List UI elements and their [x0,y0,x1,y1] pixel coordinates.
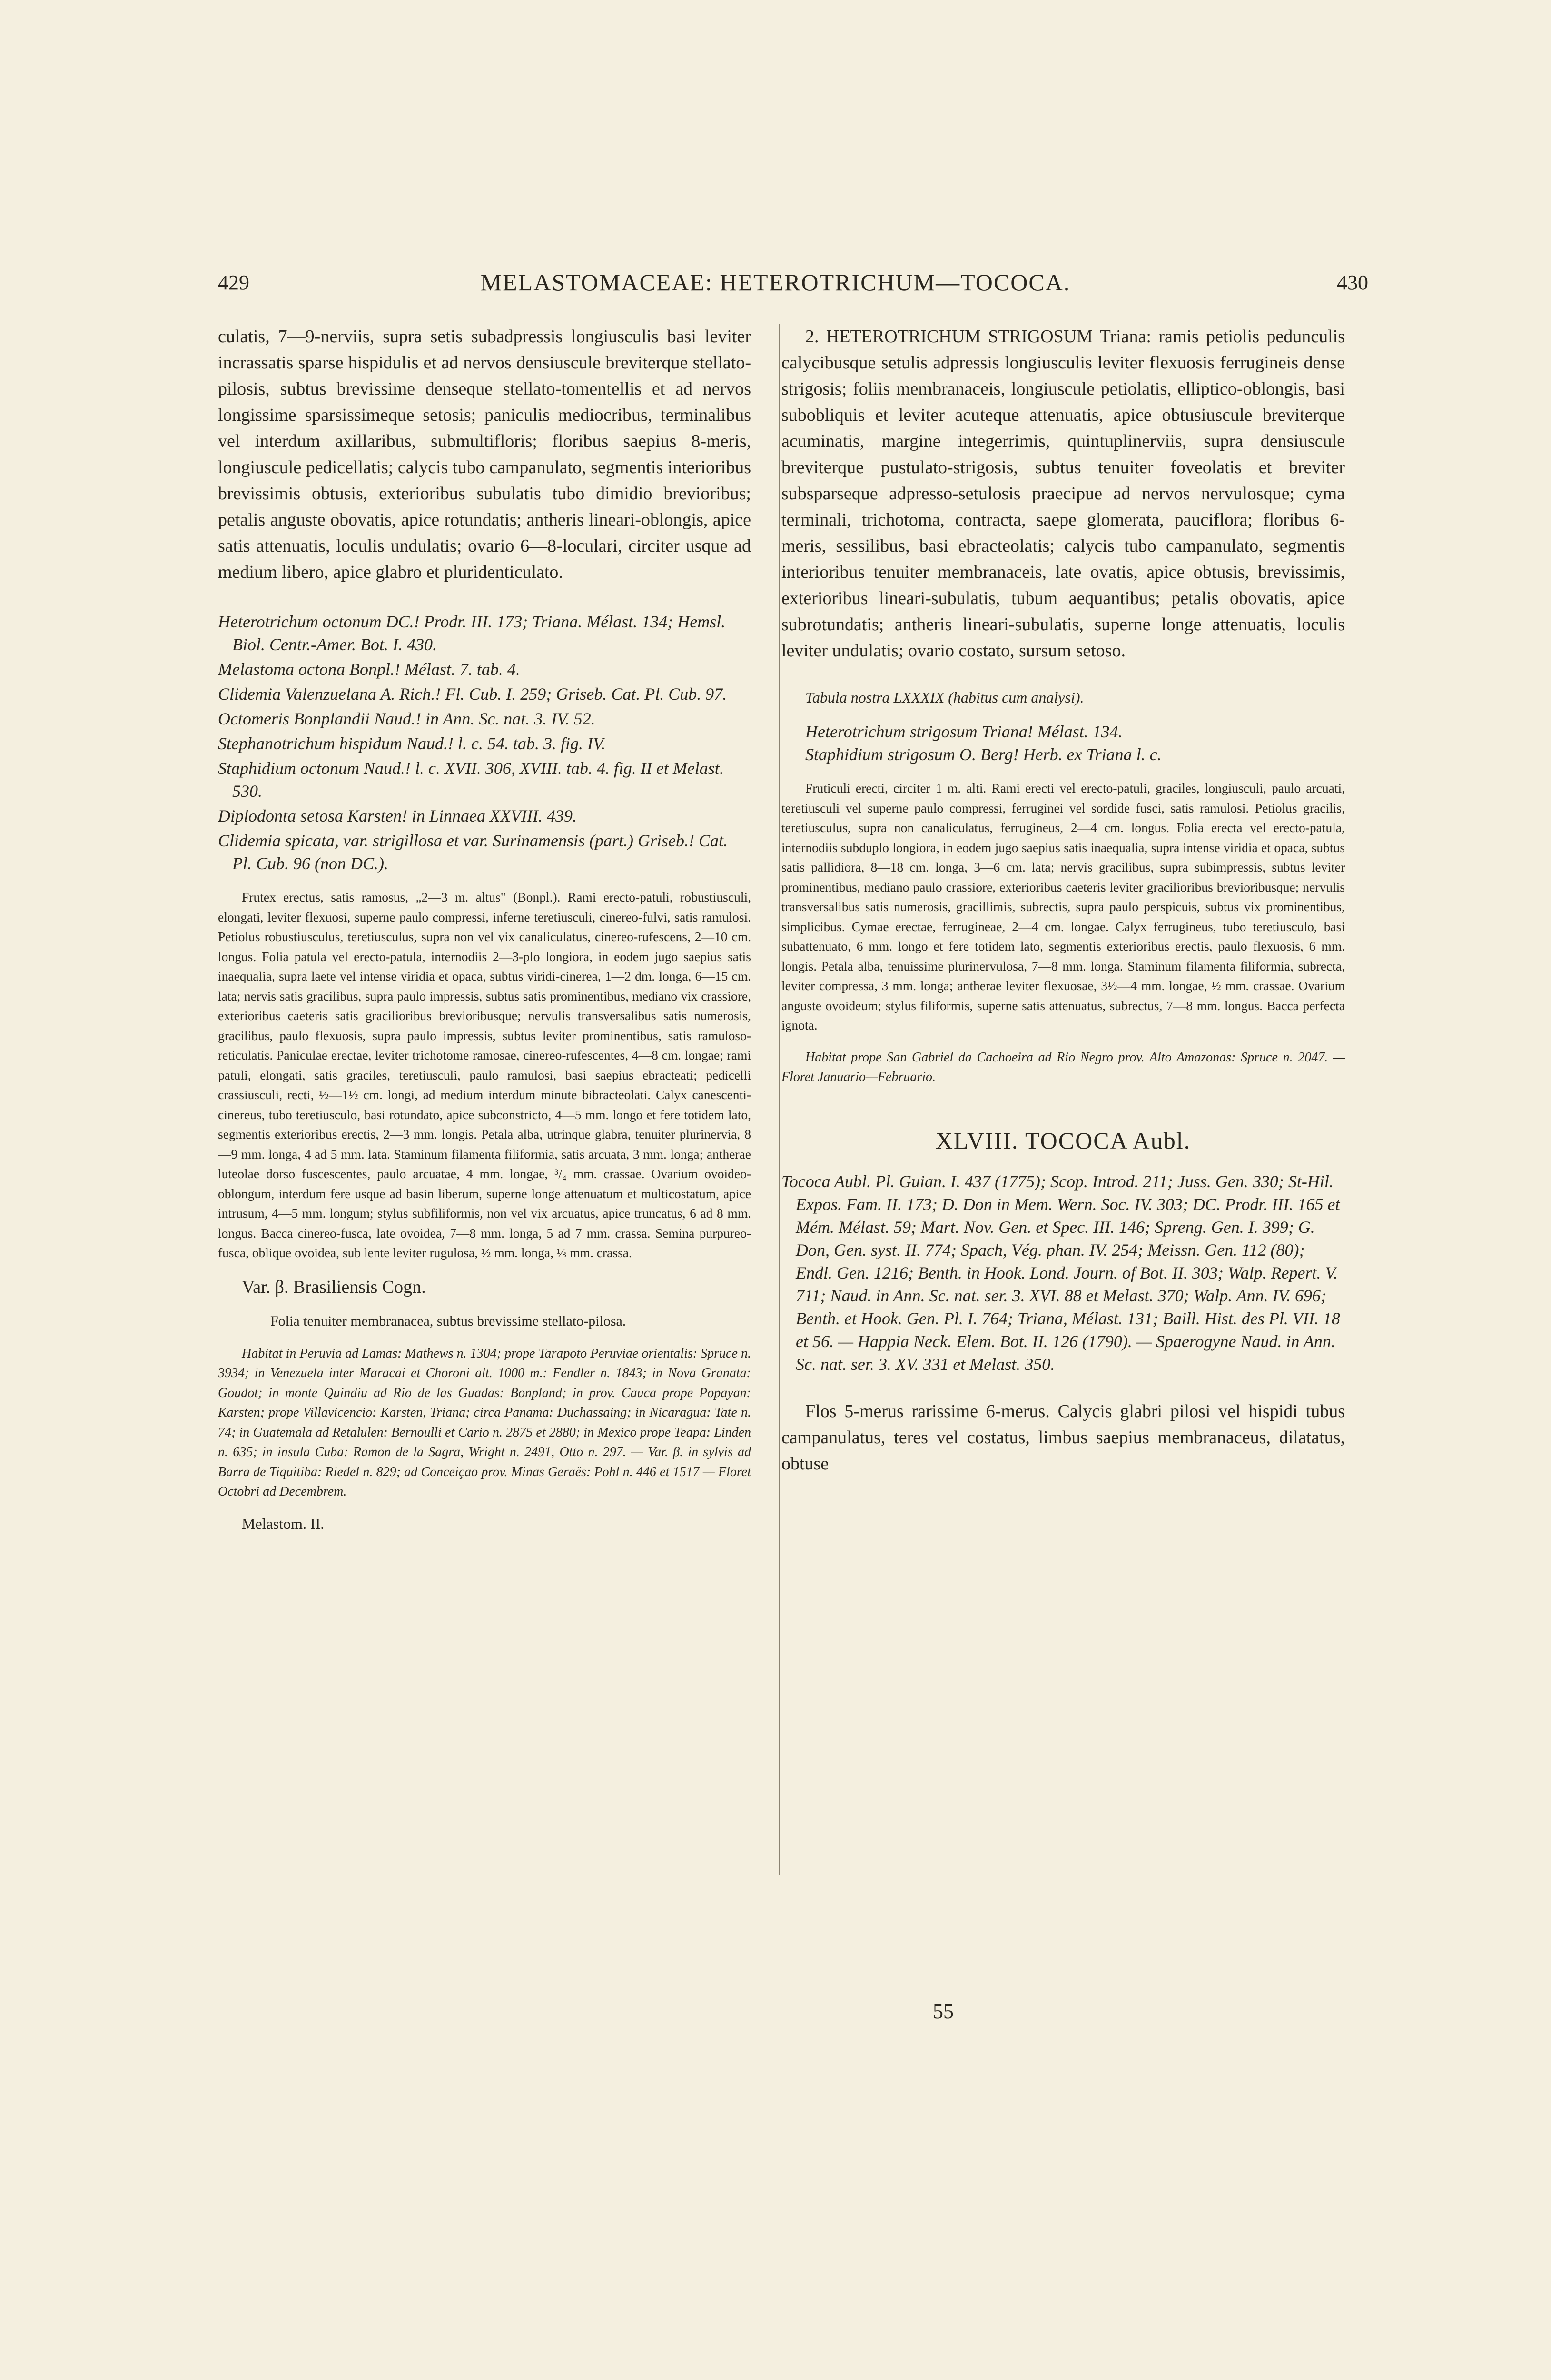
signature-mark: Melastom. II. [242,1515,325,1532]
synonym-entry: Octomeris Bonplandii Naud.! in Ann. Sc. nat. 3. IV. 52. [218,709,595,728]
synonym-entry: Clidemia spicata, var. strigillosa et var. Surinamensis (part.) Griseb.! Cat. Pl. Cub. 96 (non DC.). [218,831,728,873]
synonym-entry: Staphidium octonum Naud.! l. c. XVII. 306, XVIII. tab. 4. fig. II et Melast. 530. [218,759,724,801]
synonym-entry: Melastoma octona Bonpl.! Mélast. 7. tab. 4. [218,660,520,679]
synonym-entry: Heterotrichum strigosum Triana! Mélast. 134. [805,722,1123,741]
variety-heading: Var. β. Brasiliensis Cogn. [242,1277,426,1297]
synonym-entry: Diplodonta setosa Karsten! in Linnaea XXVIII. 439. [218,806,577,825]
left-column [218,324,751,2018]
plate-reference: Tabula nostra LXXXIX (habitus cum analysi). [805,689,1084,706]
page-number-left: 429 [218,271,249,294]
habitat-paragraph: Habitat prope San Gabriel da Cachoeira ad Rio Negro prov. Alto Amazonas: Spruce n. 2047. — Floret Januario—Februario. [781,1050,1345,1084]
synonym-entry: Heterotrichum octonum DC.! Prodr. III. 173; Triana. Mélast. 134; Hemsl. Biol. Centr.-Amer. Bot. I. 430. [218,612,726,654]
genus-description: Flos 5-merus rarissime 6-merus. Calycis glabri pilosi vel hispidi tubus campanulatus, teres vel costatus, limbus saepius membranaceus, dilatatus, obtuse [781,1401,1345,1474]
synonym-entry: Stephanotrichum hispidum Naud.! l. c. 54. tab. 3. fig. IV. [218,734,606,753]
species-diagnosis [781,324,1345,664]
species-description: Fruticuli erecti, circiter 1 m. alti. Rami erecti vel erecto-patuli, graciles, longiusculi, paulo arcuati, teretiusculi vel superne paulo compressi, ferruginei vel sordide fusci, satis ramulosi. Petiolus gracilis, teretiusculus, supra non canaliculatus, ferrugineus, 2—4 cm. longus. Folia erecta vel erecto-patula, internodiis subduplo longiora, in eodem jugo saepius satis inaequalia, supra intense viridia et opaca, subtus satis pallidiora, 8—18 cm. longa, 3—6 cm. lata; nervis gracilibus, supra subimpressis, subtus leviter prominentibus, mediano paulo crassiore, exterioribus caeteris leviter gracilioribus brevioribusque; nervulis transversalibus satis numerosis, gracillimis, subrectis, supra paulo perspicuis, subtus vix prominentibus, simplicibus. Cymae erectae, ferrugineae, 2—4 cm. longae. Calyx ferrugineus, tubo teretiusculo, basi subattenuato, 6 mm. longo et fere totidem lato, segmentis exterioribus erectis, paulo flexuosis, 6 mm. longis. Petala alba, tenuissime plurinervulosa, 7—8 mm. longa. Staminum filamenta filiformia, subrecta, leviter compressa, 3 mm. longa; antherae leviter flexuosae, 3½—4 mm. longae, ½ mm. crassae. Ovarium anguste ovoideum; stylus filiformis, superne satis attenuatus, subrectus, 7—8 mm. longus. Bacca perfecta ignota. [781,781,1345,1032]
species-heading: 2. HETEROTRICHUM STRIGOSUM Triana: [805,327,1151,347]
right-column [781,324,1345,2018]
genus-title: XLVIII. TOCOCA Aubl. [935,1127,1191,1154]
species-diagnosis-continued: culatis, 7—9-nerviis, supra setis subadpressis longiusculis basi leviter incrassatis sparse hispidulis et ad nervos densiuscule breviterque stellato-pilosis, subtus brevissime denseque stellato-tomentellis et ad nervos longissime sparsissimeque setosis; paniculis mediocribus, terminalibus vel interdum axillaribus, submultifloris; floribus saepius 8-meris, longiuscule pedicellatis; calycis tubo campanulato, segmentis interioribus brevissimis obtusis, exterioribus subulatis tubo dimidio brevioribus; petalis anguste obovatis, apice rotundatis; antheris lineari-oblongis, apice satis attenuatis, loculis undulatis; ovario 6—8-loculari, circiter usque ad medium libero, apice glabro et pluridenticulato. [218,327,751,582]
running-title: MELASTOMACEAE: HETEROTRICHUM—TOCOCA. [480,269,1071,296]
genus-synonymy: Tococa Aubl. Pl. Guian. I. 437 (1775); Scop. Introd. 211; Juss. Gen. 330; St-Hil. Expos. Fam. II. 173; D. Don in Mem. Wern. Soc. IV. 303; DC. Prodr. III. 165 et Mém. Mélast. 59; Mart. Nov. Gen. et Spec. III. 146; Spreng. Gen. I. 399; G. Don, Gen. syst. II. 774; Spach, Vég. phan. IV. 254; Meissn. Gen. 112 (80); Endl. Gen. 1216; Benth. in Hook. Lond. Journ. of Bot. II. 303; Walp. Repert. V. 711; Naud. in Ann. Sc. nat. ser. 3. XVI. 88 et Melast. 370; Walp. Ann. IV. 696; Benth. et Hook. Gen. Pl. I. 764; Triana, Mélast. 131; Baill. Hist. des Pl. VII. 18 et 56. — Happia Neck. Elem. Bot. II. 126 (1790). — Spaerogyne Naud. in Ann. Sc. nat. ser. 3. XV. 331 et Melast. 350. [781,1171,1340,1374]
species-description: Frutex erectus, satis ramosus, „2—3 m. altus" (Bonpl.). Rami erecto-patuli, robustiusculi, elongati, leviter flexuosi, superne paulo compressi, inferne teretiusculi, cinereo-fulvi, satis ramulosi. Petiolus robustiusculus, teretiusculus, supra non vel vix canaliculatus, cinereo-rufescens, 2—10 cm. longus. Folia patula vel erecto-patula, internodiis 2—3-plo longiora, in eodem jugo saepius satis inaequalia, supra laete vel intense viridia et opaca, subtus viridi-cinerea, 1—2 dm. longa, 6—15 cm. lata; nervis satis gracilibus, supra paulo impressis, subtus satis prominentibus, mediano vix crassiore, exterioribus caeteris satis gracilioribus brevioribusque; nervulis transversalibus satis numerosis, gracilibus, paulo flexuosis, supra paulo impressis, subtus leviter prominentibus, satis ramuloso-reticulatis. Paniculae erectae, leviter trichotome ramosae, cinereo-rufescentes, 4—8 cm. longae; rami patuli, elongati, satis graciles, teretiusculi, paulo ramulosi, basi saepius ebracteati; pedicelli crassiusculi, recti, ½—1½ cm. longi, ad medium interdum minute bibracteolati. Calyx canescenti-cinereus, tubo teretiusculo, basi rotundato, apice subconstricto, 4—5 mm. longo et fere totidem lato, segmentis exterioribus erectis, 2—3 mm. longis. Petala alba, utrinque glabra, tenuiter plurinervia, 8—9 mm. longa, 4 ad 5 mm. lata. Staminum filamenta filiformia, satis arcuata, 3 mm. longa; antherae luteolae dorso fuscescentes, paulo arcuatae, 4 mm. longae, ³/₄ mm. crassae. Ovarium ovoideo-oblongum, interdum fere usque ad basin liberum, superne longe attenuatum et multicostatum, apice intrusum, 4—5 mm. longum; stylus subfiliformis, non vel vix arcuatus, apice truncatus, 6 ad 8 mm. longus. Bacca cinereo-fusca, late ovoidea, 7—8 mm. longa, 5 ad 7 mm. crassa. Semina purpureo-fusca, oblique ovoidea, sub lente leviter rugulosa, ½ mm. longa, ⅓ mm. crassa. [218,890,751,1260]
synonym-entry: Clidemia Valenzuelana A. Rich.! Fl. Cub. I. 259; Griseb. Cat. Pl. Cub. 97. [218,684,727,704]
variety-description: Folia tenuiter membranacea, subtus brevissime stellato-pilosa. [270,1313,626,1329]
synonym-entry: Staphidium strigosum O. Berg! Herb. ex Triana l. c. [805,745,1162,764]
running-header [0,265,1551,307]
page-number-right: 430 [1337,271,1368,294]
signature-number: 55 [933,2000,954,2023]
column-divider [779,324,780,1875]
species-diagnosis-text: ramis petiolis pedunculis calycibusque setulis adpressis longiusculis leviter flexuosis ferrugineis dense strigosis; foliis membranaceis, longiuscule petiolatis, elliptico-oblongis, basi subobliquis et leviter acuteque attenuatis, apice obtusiuscule breviterque acuminatis, margine integerrimis, quintuplinerviis, supra densiuscule breviterque pustulato-strigosis, subtus tenuiter foveolatis et breviter subsparseque adpresso-setulosis praecipue ad nervos nervulosque; cyma terminali, trichotoma, contracta, saepe glomerata, pauciflora; floribus 6-meris, sessilibus, basi ebracteolatis; calycis tubo campanulato, segmentis interioribus tenuiter membranaceis, late ovatis, apice obtusis, brevissimis, exterioribus lineari-subulatis, tubum aequantibus; petalis obovatis, apice subrotundatis; antheris lineari-subulatis, superne longe attenuatis, loculis leviter undulatis; ovario costato, sursum setoso. [781,327,1345,661]
habitat-paragraph: Habitat in Peruvia ad Lamas: Mathews n. 1304; prope Tarapoto Peruviae orientalis: Spruce n. 3934; in Venezuela inter Maracai et Choroni alt. 1000 m.: Fendler n. 1843; in Nova Granata: Goudot; in monte Quindiu ad Rio de las Guadas: Bonpland; in prov. Cauca prope Popayan: Karsten; prope Villavicencio: Karsten, Triana; circa Panama: Duchassaing; in Nicaragua: Tate n. 74; in Guatemala ad Retalulen: Bernoulli et Cario n. 2875 et 2880; in Mexico prope Teapa: Linden n. 635; in insula Cuba: Ramon de la Sagra, Wright n. 2491, Otto n. 297. — Var. β. in sylvis ad Barra de Tiquitiba: Riedel n. 829; ad Conceiçao prov. Minas Geraës: Pohl n. 446 et 1517 — Floret Octobri ad Decembrem. [218,1346,751,1499]
